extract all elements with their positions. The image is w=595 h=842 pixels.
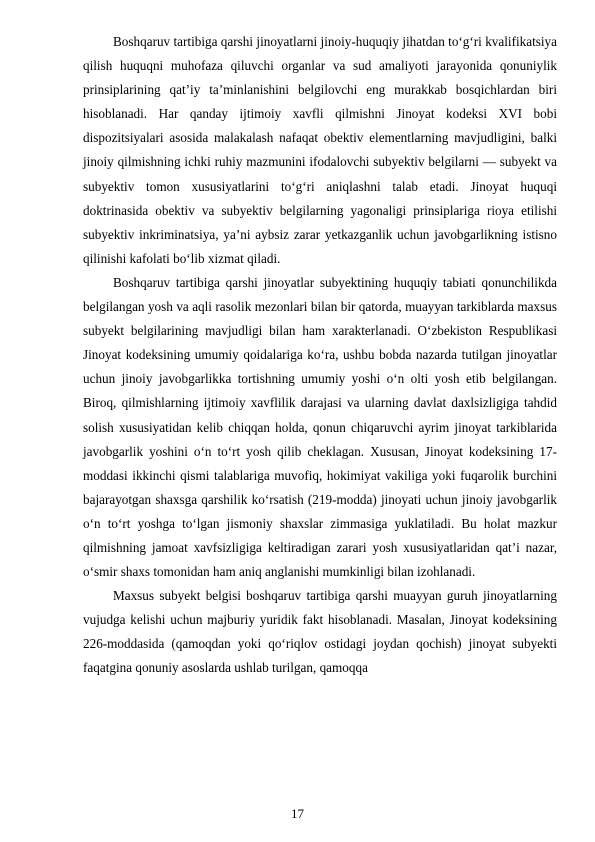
page-number: 17: [291, 806, 304, 821]
document-page: [83, 30, 557, 681]
paragraph-qualification: Boshqaruv tartibiga qarshi jinoyatlarni jinoiy-huquqiy jihatdan to‘g‘ri kvalifikatsiya qilish huquqni muhofaza qiluvchi organlar va sud amaliyoti jarayonida qonuniylik prinsiplarining qat’iy ta’minlanishini belgilovchi eng murakkab bosqichlardan biri hisoblanadi. Har qanday ijtimoiy xavfli qilmishni Jinoyat kodeksi XVI bobi dispozitsiyalari asosida malakalash nafaqat obektiv elementlarning mavjudligini, balki jinoiy qilmishning ichki ruhiy mazmunini ifodalovchi subyektiv belgilarni — subyekt va subyektiv tomon xususiyatlarini to‘g‘ri aniqlashni talab etadi. Jinoyat huquqi doktrinasida obektiv va subyektiv belgilarning yagonaligi prinsiplariga rioya etilishi subyektiv inkriminatsiya, ya’ni aybsiz zarar yetkazganlik uchun javobgarlikning istisno qilinishi kafolati bo‘lib xizmat qiladi.: [83, 34, 557, 266]
paragraph-special-subject: Maxsus subyekt belgisi boshqaruv tartibiga qarshi muayyan guruh jinoyatlarning vujudga kelishi uchun majburiy yuridik fakt hisoblanadi. Masalan, Jinoyat kodeksining 226-moddasida (qamoqdan yoki qo‘riqlov ostidagi joydan qochish) jinoyat subyekti faqatgina qonuniy asoslarda ushlab turilgan, qamoqqa: [83, 588, 557, 676]
paragraph-subject-nature: Boshqaruv tartibiga qarshi jinoyatlar subyektining huquqiy tabiati qonunchilikda belgilangan yosh va aqli rasolik mezonlari bilan bir qatorda, muayyan tarkiblarda maxsus subyekt belgilarining mavjudligi bilan ham xarakterlanadi. O‘zbekiston Respublikasi Jinoyat kodeksining umumiy qoidalariga ko‘ra, ushbu bobda nazarda tutilgan jinoyatlar uchun jinoiy javobgarlikka tortishning umumiy yoshi o‘n olti yosh etib belgilangan. Biroq, qilmishlarning ijtimoiy xavflilik darajasi va ularning davlat daxlsizligiga tahdid solish xususiyatidan kelib chiqqan holda, qonun chiqaruvchi ayrim jinoyat tarkiblarida javobgarlik yoshini o‘n to‘rt yosh qilib cheklagan. Xususan, Jinoyat kodeksining 17-moddasi ikkinchi qismi talablariga muvofiq, hokimiyat vakiliga yoki fuqarolik burchini bajarayotgan shaxsga qarshilik ko‘rsatish (219-modda) jinoyati uchun jinoiy javobgarlik o‘n to‘rt yoshga to‘lgan jismoniy shaxslar zimmasiga yuklatiladi. Bu holat mazkur qilmishning jamoat xavfsizligiga keltiradigan zarari yosh xususiyatlaridan qat’i nazar, o‘smir shaxs tomonidan ham aniq anglanishi mumkinligi bilan izohlanadi.: [83, 274, 557, 580]
